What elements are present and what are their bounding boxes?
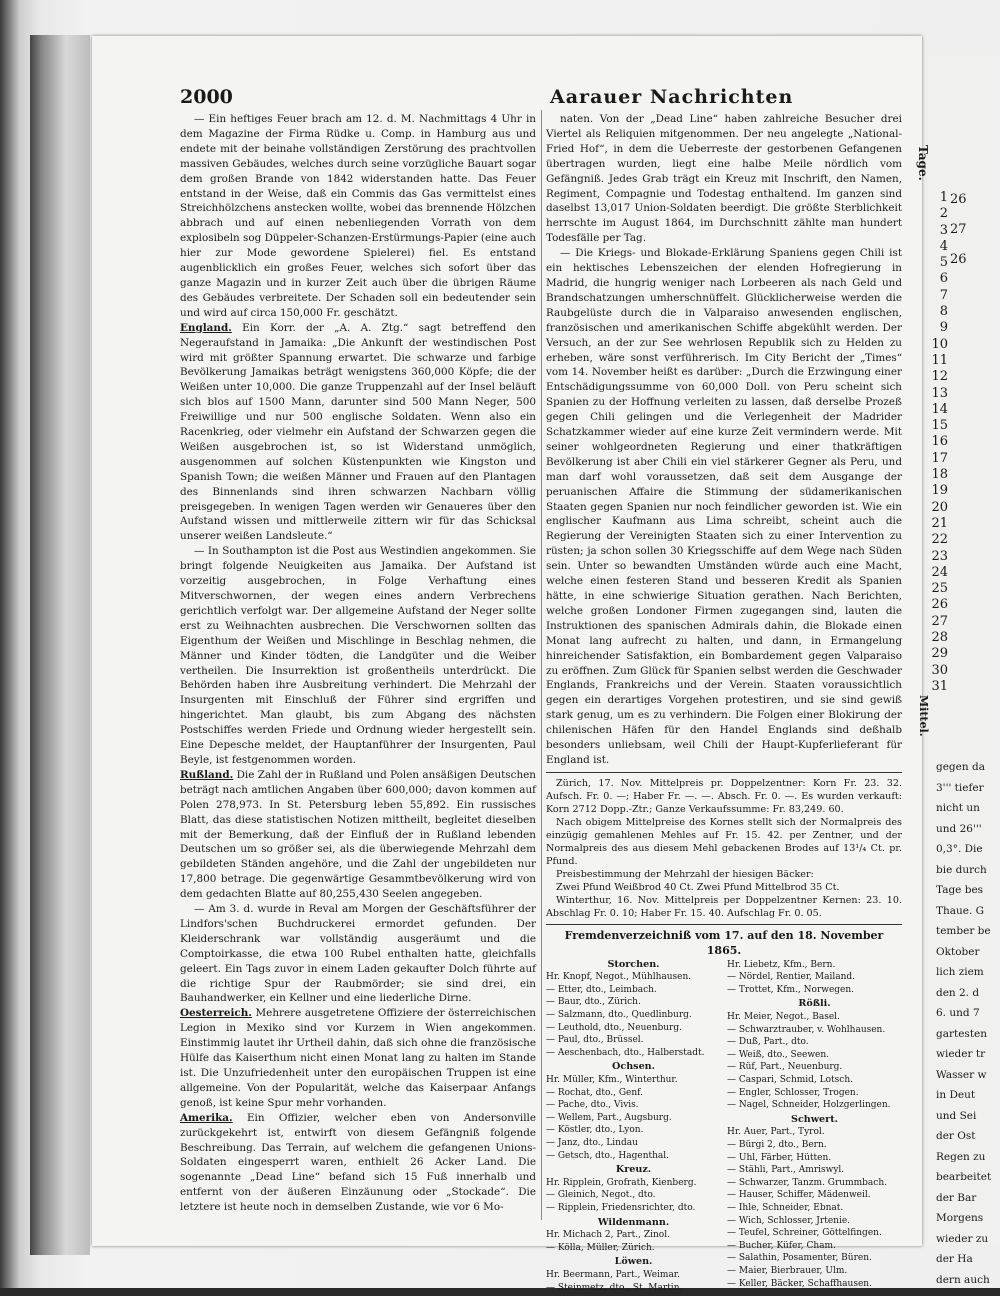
guest-entry: — Caspari, Schmid, Lotsch. <box>727 1075 853 1086</box>
guest-entry: — Köstler, dto., Lyon. <box>546 1125 644 1136</box>
hotel-name: Schwert. <box>791 1113 838 1125</box>
side-number: 26 <box>950 252 967 267</box>
text-fragment: in Deut <box>936 1089 976 1101</box>
guest-entry: Hr. Knopf, Negot., Mühlhausen. <box>546 972 692 983</box>
guest-entry: — Bucher, Küfer, Cham. <box>727 1240 836 1251</box>
guest-entry: — Getsch, dto., Hagenthal. <box>546 1150 670 1161</box>
market-line: Nach obigem Mittelpreise des Kornes stellt sich der Normalpreis des einzügig gemahlenen Mehles auf Fr. 15. 42. per Zentner, und der Normalpreis des aus diesem Mehl gebackenen Brodes auf 13¹/₄ Ct. pr. Pfund. <box>546 816 902 867</box>
article-heading: Amerika. <box>180 1111 233 1124</box>
guest-entry: — Nördel, Rentier, Mailand. <box>727 972 856 983</box>
guest-entry: — Pache, dto., Vivis. <box>546 1100 639 1111</box>
text-fragment: Morgens <box>936 1212 984 1224</box>
guest-entry: — Teufel, Schreiner, Göttelfingen. <box>727 1228 882 1239</box>
guest-entry: — Uhl, Färber, Hütten. <box>727 1152 832 1163</box>
article-paragraph <box>180 321 536 545</box>
day-number: 5 <box>939 255 948 271</box>
article-paragraph <box>180 544 536 768</box>
fremden-list <box>546 959 902 1296</box>
day-number: 22 <box>931 532 948 548</box>
article-heading: Rußland. <box>180 768 234 781</box>
day-number: 19 <box>931 483 948 499</box>
market-prices <box>546 777 902 920</box>
day-number: 30 <box>931 662 948 678</box>
text-fragment: und 26''' <box>936 822 982 835</box>
guest-entry: Hr. Meier, Negot., Basel. <box>727 1012 840 1023</box>
guest-entry: — Bürgi 2, dto., Bern. <box>727 1140 827 1150</box>
guest-entry: Hr. Michach 2, Part., Zinol. <box>546 1230 670 1241</box>
day-number: 31 <box>931 678 948 694</box>
guest-entry: — Leuthold, dto., Neuenburg. <box>546 1022 682 1033</box>
text-fragment: gartesten <box>936 1027 988 1040</box>
guest-entry: Hr. Müller, Kfm., Winterthur. <box>546 1075 678 1086</box>
market-line: Preisbestimmung der Mehrzahl der hiesigen Bäcker: <box>556 868 814 880</box>
day-number: 26 <box>931 597 948 613</box>
article-text: Ein Offizier, welcher eben von Andersonville zurückgekehrt ist, entwirft von diesem Gefängniß folgende Beschreibung. Das Terrain, auf welchem die gefangenen Unions-Soldaten eingesperrt waren, enthielt 26 Acker Land. Die sogenannte „Dead Line“ befand sich 15 Fuß innerhalb und entfernt von der äußeren Einzäunung oder „Stockade“. Die letztere ist heute noch in demselben Zustande, wie vor 6 Mo- <box>180 1111 536 1214</box>
side-numbers <box>950 185 967 275</box>
article-text: — In Southampton ist die Post aus Westindien angekommen. Sie bringt folgende Neuigkeiten aus Jamaika. Der Aufstand ist vorzeitig ausgebrochen, in Folge Verhaftung eines Mitverschwornen, der wegen eines andern Verbrechens gerichtlich verfolgt war. Der allgemeine Aufstand der Neger sollte erst zu Weihnachten ausbrechen. Die Verschwornen sollten das Eigenthum der Weißen und Mischlinge in Beschlag nehmen, die Männer und Kinder tödten, die Landgüter und die Weiber vertheilen. Die Insurrektion ist großentheils unterdrückt. Die Behörden haben ihre Ausbreitung verhindert. Die Mehrzahl der Insurgenten mit Einschluß der Führer sind ergriffen und hingerichtet. Man glaubt, bis zum Abgang des nächsten Postschiffes werden Friede und Ordnung wieder hergestellt sein. Eine Depesche meldet, der Hauptanführer der Insurgenten, Paul Beyle, ist festgenommen worden. <box>180 545 536 766</box>
guest-entry: — Etter, dto., Leimbach. <box>546 984 657 995</box>
day-numbers <box>928 190 948 695</box>
hotel-block <box>727 998 902 1111</box>
text-fragment: der Ost <box>936 1130 976 1142</box>
fremden-title: Fremdenverzeichniß vom 17. auf den 18. November 1865. <box>564 928 884 957</box>
market-line: Winterthur, 16. Nov. Mittelpreis per Doppelzentner Kernen: 23. 10. Abschlag Fr. 0. 10; Haber Fr. 15. 40. Aufschlag Fr. 0. 05. <box>546 894 902 919</box>
guest-entry: — Duß, Part., dto. <box>727 1037 809 1048</box>
text-fragment: gegen da <box>936 761 985 773</box>
hotel-block <box>546 959 721 1060</box>
hotel-name: Kreuz. <box>615 1164 652 1176</box>
market-line: Zwei Pfund Weißbrod 40 Ct. Zwei Pfund Mittelbrod 35 Ct. <box>556 881 840 893</box>
book-binding <box>30 35 90 1255</box>
article-text: Die Zahl der in Rußland und Polen ansäßigen Deutschen beträgt nach amtlichen Angaben über 600,000; davon kommen auf Polen 278,973. In St. Petersburg leben 55,892. Ein russisches Blatt, das diese statistischen Notizen mittheilt, begleitet dieselben mit der Bemerkung, daß der Einfluß der in Rußland lebenden Deutschen um so größer sei, als die überwiegende Mehrzahl dem gebildeten Ständen angehöre, und die Zahl der ungebildeten nur 17,800 betrage. Die gegenwärtige Gesammtbevölkerung wird von dem gedachten Blatte auf 80,255,430 Seelen angegeben. <box>180 768 536 901</box>
hotel-name: Wildenmann. <box>597 1216 670 1228</box>
day-number: 18 <box>931 467 948 483</box>
hotel-name: Löwen. <box>614 1256 653 1268</box>
day-number: 10 <box>931 336 948 352</box>
text-fragment: nicht un <box>936 802 980 814</box>
text-fragment: Tage bes <box>936 884 984 896</box>
text-fragment: wieder tr <box>936 1048 986 1060</box>
article-text: — Die Kriegs- und Blokade-Erklärung Spaniens gegen Chili ist ein hektisches Lebenszeichen der elenden Hofregierung in Madrid, die hungrig weniger nach Lorbeeren als nach Geld und Brandschatzungen umherschnüffelt. Glücklicherweise werden die Raubgelüste durch die in Valparaiso anwesenden englischen, französischen und amerikanischen Schiffe abgekühlt werden. Der Versuch, an der zur See wehrlosen Republik sich zu Helden zu erheben, wäre sonst verführerisch. Im City Bericht der „Times“ vom 14. November heißt es darüber: „Durch die Erzwingung einer Entschädigungssumme von 60,000 Doll. von Peru scheint sich Spanien zu der Hoffnung verleiten zu lassen, daß derselbe Prozeß gegen Chili gelingen und die Verlegenheit der Madrider Schatzkammer wieder auf eine kurze Zeit vermindern werde. Mit seiner wohlgeordneten Regierung und einer thatkräftigen Bevölkerung ist aber Chili ein viel stärkerer Gegner als Peru, und man darf wohl voraussetzen, daß seit dem Ausgange der peruanischen Affaire die Stimmung der südamerikanischen Staaten gegen Spanien nur noch feindlicher geworden ist. Wie ein englischer Kaufmann aus Lima schreibt, scheint auch die Regierung der Vereinigten Staaten sich zu einer Intervention zu rüsten; ja schon sollen 30 Kriegsschiffe auf dem Wege nach Süden sein. Unter so bewandten Umständen würde auch eine Macht, welche einen festeren Stand und besseren Kredit als Spanien hätte, in eine schwierige Situation gerathen. Nach Berichten, welche großen Londoner Firmen zugegangen sind, lauten die Instruktionen des spanischen Admirals dahin, die Blokade einen Monat lang aufrecht zu halten, und dann, in Ermangelung hinreichender Satisfaktion, ein Bombardement gegen Valparaiso zu eröffnen. Zum Glück für Spanien selbst werden die Geschwader Englands, Frankreichs und der Verein. Staaten voraussichtlich gegen ein derartiges Vorgehen protestiren, und sie sind gewiß stark genug, um es zu verhindern. Die Folgen einer Blokirung der chilenischen Häfen für den Handel Englands sind deßhalb besonders unliebsam, weil Chili der Haupt-Kupferlieferant für England ist. <box>546 247 902 766</box>
text-fragment: tember be <box>936 925 991 937</box>
guest-entry: — Rüf, Part., Neuenburg. <box>727 1062 843 1073</box>
guest-entry: — Steinmetz, dto., St. Martin. <box>546 1282 683 1293</box>
guest-entry: Hr. Liebetz, Kfm., Bern. <box>727 959 836 970</box>
day-number: 4 <box>939 238 948 254</box>
article-text: naten. Von der „Dead Line“ haben zahlreiche Besucher drei Viertel als Reliquien mitgenommen. Der neu angelegte „National-Fried Hof“, in dem die Ueberreste der gestorbenen Gefangenen übertragen wurden, liegt eine halbe Meile nördlich vom Gefängniß. Jedes Grab trägt ein Kreuz mit Inschrift, den Namen, Regiment, Compagnie und Todestag enthaltend. Im ganzen sind daselbst 13,017 Union-Soldaten beerdigt. Die größte Sterblichkeit herrschte im August 1864, im Durchschnitt zählte man hundert Todesfälle per Tag. <box>546 113 902 245</box>
guest-entry: — Keller, Bäcker, Schaffhausen. <box>727 1278 872 1289</box>
guest-entry: — Schwarztrauber, v. Wohlhausen. <box>727 1024 886 1035</box>
text-fragment: Wasser w <box>936 1068 987 1081</box>
guest-entry: — Nagel, Schneider, Holzgerlingen. <box>727 1100 891 1111</box>
article-paragraph <box>180 902 536 1006</box>
day-number: 13 <box>931 385 948 401</box>
column-divider <box>541 110 542 1220</box>
hotel-name: Storchen. <box>607 958 660 970</box>
text-fragment: 0,3°. Die <box>936 843 983 855</box>
guest-entry: — Ihle, Schneider, Ebnat. <box>727 1202 844 1213</box>
day-number: 1 <box>939 190 948 205</box>
next-page-text-fragments <box>936 757 991 1290</box>
guest-entry: — Rochat, dto., Genf. <box>546 1087 644 1098</box>
day-number: 16 <box>931 434 948 450</box>
day-number: 17 <box>931 450 948 466</box>
guest-entry: — Salathin, Posamenter, Büren. <box>727 1253 872 1264</box>
side-number: 27 <box>950 222 967 237</box>
day-number: 7 <box>939 287 948 303</box>
section-rule <box>546 924 902 925</box>
right-column <box>546 112 902 1296</box>
article-paragraph <box>180 768 536 902</box>
day-number: 29 <box>931 646 948 662</box>
side-number: 26 <box>950 192 967 207</box>
day-number: 12 <box>931 369 948 385</box>
mittel-label: Mittel. <box>917 695 930 737</box>
guest-entry: — Wellem, Part., Augsburg. <box>546 1112 672 1123</box>
text-fragment: 3''' tiefer <box>936 781 984 794</box>
hotel-block <box>546 1164 721 1214</box>
guest-entry: — Paul, dto., Brüssel. <box>546 1035 644 1046</box>
fremden-column <box>727 959 902 1296</box>
article-text: — Am 3. d. wurde in Reval am Morgen der Geschäftsführer der Lindfors'schen Buchdruckerei ermordet gefunden. Der Kleiderschrank war vollständig ausgeräumt und die Comptoirkasse, die etwa 100 Rubel enthalten hatte, gleichfalls geleert. Ein Tags zuvor in einem Laden gekaufter Dolch führte auf die richtige Spur der Raubmörder; sie sind drei, ein Bauhandwerker, ein Kellner und eine liederliche Dirne. <box>180 903 536 1005</box>
text-fragment: wieder zu <box>936 1232 989 1245</box>
guest-entry: — Hauser, Schiffer, Mädenweil. <box>727 1190 871 1201</box>
text-fragment: bie durch <box>936 863 987 876</box>
guest-entry: — Gleinich, Negot., dto. <box>546 1190 656 1201</box>
article-text: Ein Korr. der „A. A. Ztg.“ sagt betreffend den Negeraufstand in Jamaika: „Die Ankunft der westindischen Post wird mit größter Spannung erwartet. Die schwarze und farbige Bevölkerung Jamaikas beträgt wenigstens 360,000 Köpfe; die der Weißen unter 10,000. Die ganze Truppenzahl auf der Insel beläuft sich blos auf 1500 Mann, darunter sind 500 Mann Neger, 500 Freiwillige und nur 500 englische Soldaten. Wenn also ein Racenkrieg, oder vielmehr ein Aufstand der Schwarzen gegen die Weißen ausgebrochen ist, so ist Widerstand unmöglich, ausgenommen auf solchen Küstenpunkten wie Kingston und Spanish Town; die weißen Männer und Frauen auf den Plantagen des Binnenlands sind ihren schwarzen Nachbarn völlig preisgegeben. In wenigen Tagen werden wir Genaueres über den Aufstand wissen und mittlerweile zittern wir für das Schicksal unserer weißen Landsleute.“ <box>180 321 536 543</box>
guest-entry: — Engler, Schlosser, Trogen. <box>727 1087 859 1098</box>
hotel-block <box>546 1061 721 1162</box>
day-number: 9 <box>939 320 948 336</box>
text-fragment: den 2. d <box>936 986 980 999</box>
hotel-name: Ochsen. <box>612 1061 655 1073</box>
guest-entry: — Baur, dto., Zürich. <box>546 997 641 1008</box>
article-text: Mehrere ausgetretene Offiziere der österreichischen Legion in Mexiko sind vor Kurzem in Wien angekommen. Einstimmig lautet ihr Urtheil dahin, daß sich ohne die französische Hülfe das Kaiserthum nicht einen Monat lang zu halten im Stande ist. Die Unzufriedenheit unter den europäischen Truppen ist eine allgemeine. Von der Popularität, welche das Kaiserpaar Anfangs genoß, ist keine Spur mehr vorhanden. <box>180 1007 536 1109</box>
guest-entry: — Stähli, Part., Amriswyl. <box>727 1165 845 1176</box>
guest-entry: — Wich, Schlosser, Jrtenie. <box>727 1215 851 1226</box>
article-paragraph <box>546 112 902 246</box>
guest-entry: Hr. Beermann, Part., Weimar. <box>546 1269 680 1280</box>
market-line: Zürich, 17. Nov. Mittelpreis pr. Doppelzentner: Korn Fr. 23. 32. Aufsch. Fr. 0. —; Haber Fr. —. —. Absch. Fr. 0. —. Es wurden verkauft: Korn 2712 Dopp.-Ztr.; Ganze Verkaufssumme: Fr. 83,249. 60. <box>546 777 902 815</box>
text-fragment: lich ziem <box>936 966 984 978</box>
guest-entry: — Kölla, Müller, Zürich. <box>546 1242 655 1253</box>
guest-entry: — Maier, Bierbrauer, Ulm. <box>727 1265 848 1276</box>
article-paragraph <box>180 1006 536 1110</box>
guest-entry: — Weiß, dto., Seewen. <box>727 1049 830 1060</box>
day-number: 11 <box>931 352 948 368</box>
day-number: 28 <box>931 630 948 646</box>
hotel-block <box>546 1217 721 1255</box>
guest-entry: Hr. Ripplein, Grofrath, Kienberg. <box>546 1177 697 1188</box>
day-number: 27 <box>931 613 948 629</box>
day-number: 23 <box>931 548 948 564</box>
guest-entry: Hr. Auer, Part., Tyrol. <box>727 1127 825 1138</box>
fremden-column <box>546 959 721 1296</box>
article-heading: England. <box>180 321 232 334</box>
text-fragment: 6. und 7 <box>936 1007 980 1019</box>
day-number: 25 <box>931 581 948 597</box>
day-number: 14 <box>931 401 948 417</box>
day-number: 21 <box>931 515 948 531</box>
day-number: 2 <box>939 206 948 222</box>
guest-entry: — Ripplein, Friedensrichter, dto. <box>546 1202 696 1213</box>
hotel-block <box>546 1256 721 1294</box>
day-number: 20 <box>931 499 948 515</box>
article-heading: Oesterreich. <box>180 1007 252 1020</box>
page-number: 2000 <box>180 86 233 108</box>
text-fragment: der Bar <box>936 1191 977 1204</box>
guest-entry: — Aeschenbach, dto., Halberstadt. <box>546 1047 705 1058</box>
day-number: 15 <box>931 418 948 434</box>
left-column <box>180 112 536 1215</box>
day-number: 3 <box>939 222 948 238</box>
guest-entry: — Salzmann, dto., Quedlinburg. <box>546 1010 692 1021</box>
text-fragment: Thaue. G <box>936 904 985 917</box>
text-fragment: der Ha <box>936 1253 973 1265</box>
text-fragment: dern auch <box>936 1273 990 1286</box>
page-header <box>180 86 820 110</box>
day-number: 6 <box>939 271 948 287</box>
guest-entry: — Schwarzer, Tanzm. Grummbach. <box>727 1177 887 1188</box>
text-fragment: und Sei <box>936 1109 977 1122</box>
section-rule <box>546 772 902 773</box>
day-number: 8 <box>939 304 948 320</box>
hotel-block <box>727 959 902 997</box>
newspaper-title: Aarauer Nachrichten <box>550 86 794 108</box>
day-number: 24 <box>931 564 948 580</box>
text-fragment: Oktober <box>936 945 980 958</box>
article-paragraph <box>546 246 902 768</box>
article-paragraph <box>180 1111 536 1215</box>
hotel-name: Rößli. <box>798 998 831 1010</box>
guest-entry: — Janz, dto., Lindau <box>546 1138 638 1148</box>
next-page-edge <box>916 55 1000 1286</box>
hotel-block <box>727 1114 902 1290</box>
tage-label: Tage. <box>916 145 930 181</box>
text-fragment: Regen zu <box>936 1150 986 1163</box>
article-text: — Ein heftiges Feuer brach am 12. d. M. Nachmittags 4 Uhr in dem Magazine der Firma Rüdke u. Comp. in Hamburg aus und endete mit der beinahe vollständigen Zerstörung des prachtvollen massiven Gebäudes, welches durch seine vorzügliche Bauart sogar dem großen Brande von 1842 widerstanden hatte. Das Feuer entstand in der Weise, daß ein Commis das Gas vermittelst eines Streichhölzchens anstecken wollte, wobei das brennende Hölzchen abbrach und auf einen nebenliegenden Vorrath von dem explosibeln sog Düppeler-Schanzen-Erstürmungs-Papier (eine auch hier zur Mode gewordene Spielerei) fiel. Es entstand augenblicklich ein großes Feuer, welches sich sofort über das ganze Magazin und in kurzer Zeit auch über die übrigen Räume des Gebäudes verbreitete. Der Schaden soll ein bedeutender sein und wird auf circa 150,000 Fr. geschätzt. <box>180 113 536 319</box>
text-fragment: bearbeitet <box>936 1171 992 1183</box>
guest-entry: — Trottet, Kfm., Norwegen. <box>727 984 855 995</box>
article-paragraph <box>180 112 536 321</box>
